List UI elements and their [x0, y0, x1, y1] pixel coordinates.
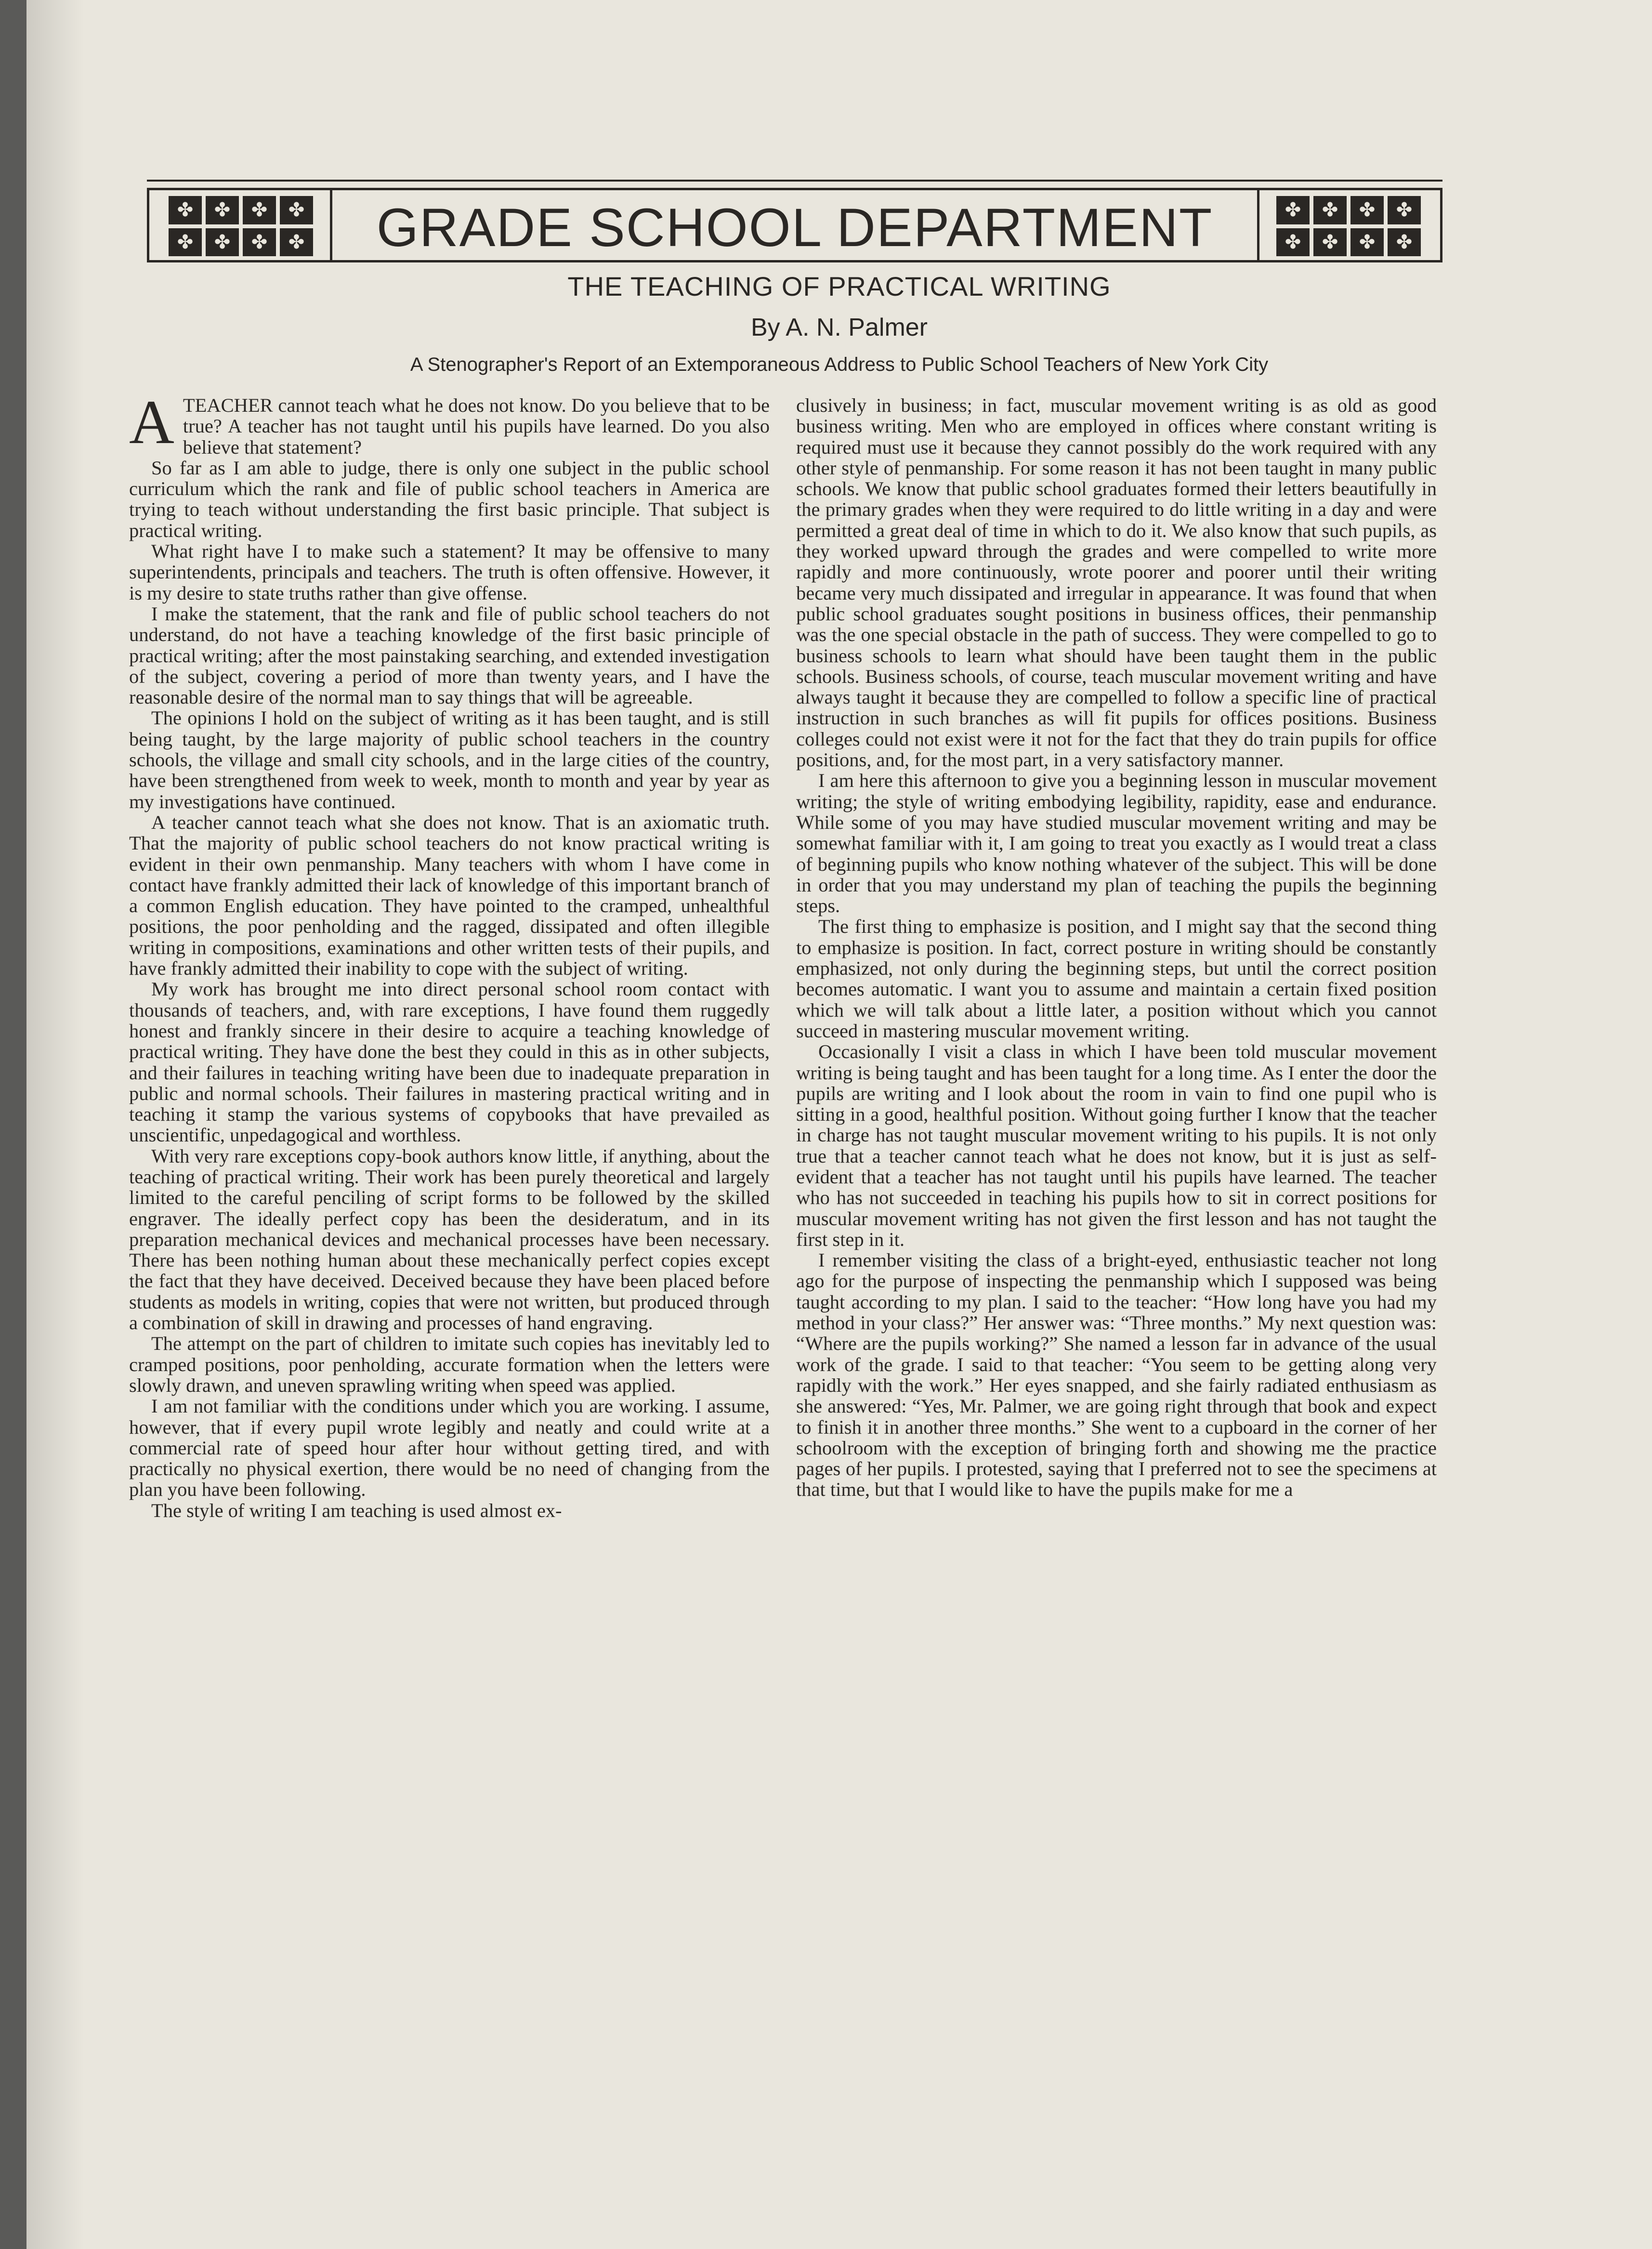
paragraph: With very rare exceptions copy-book authors know little, if anything, about the teaching of practical writing. Their work has been purely theoretical and largely limited to the careful penciling of script forms to be followed by the skilled engraver. The ideally perfect copy has been the desideratum, and in its preparation mechanical devices and mechanical processes have been necessary. There has been nothing human about these mechanically perfect copies except the fact that they have deceived. Deceived because they have been placed before students as models in writing, copies that were not written, but produced through a combination of skill in drawing and processes of hand engraving.: [129, 1145, 770, 1334]
banner-divider-right: [1257, 190, 1259, 260]
drop-cap: A: [129, 388, 174, 457]
paragraph: I remember visiting the class of a bright-eyed, enthusiastic teacher not long ago for the purpose of inspecting the penmanship which I supposed was being taught according to my plan. I said to the teacher: “How long have you had my method in your class?” Her answer was: “Three months.” My next question was: “Where are the pupils working?” She named a lesson far in advance of the usual work of the grade. I said to that teacher: “You seem to be getting along very rapidly with the work.” Her eyes snapped, and she fairly radiated enthusiasm as she answered: “Yes, Mr. Palmer, we are going right through that book and expect to finish it in another three months.” She went to a cupboard in the corner of her schoolroom with the exception of bringing forth and showing me the practice pages of her pupils. I protested, saying that I preferred not to see the specimens at that time, but that I would like to have the pupils make for me a: [796, 1249, 1437, 1501]
paragraph: A teacher cannot teach what she does not know. That is an axiomatic truth. That the majority of public school teachers do not know practical writing is evident in their own penmanship. Many teachers with whom I have come in contact have frankly admitted their lack of knowledge of this important branch of a common English education. They have pointed to the cramped, unhealthful positions, the poor penholding and the ragged, dissipated and often illegible writing in compositions, examinations and other written tests of their pupils, and have frankly admitted their inability to cope with the subject of writing.: [129, 811, 770, 980]
paragraph: clusively in business; in fact, muscular movement writing is as old as good business writing. Men who are employed in offices where constant writing is required must use it because they cannot possibly do the work required with any other style of penmanship. For some reason it has not been taught in many public schools. We know that public school graduates formed their letters beautifully in the primary grades when they were required to do little writing in a day and were permitted a great deal of time in which to do it. We also know that such pupils, as they worked upward through the grades and were compelled to write more rapidly and more continuously, wrote poorer and poorer until their writing became very much dissipated and irregular in appearance. It was found that when public school graduates sought positions in business offices, their penmanship was the one special obstacle in the path of success. They were compelled to go to business schools to learn what should have been taught them in the public schools. Business schools, of course, teach muscular movement writing and have always taught it because they are compelled to follow a specific line of practical instruction in such branches as will fit pupils for offices positions. Business colleges could not exist were it not for the fact that they do train pupils for office positions, and, for the most part, in a very satisfactory manner.: [796, 394, 1437, 771]
banner-divider-left: [330, 190, 332, 260]
paragraph: My work has brought me into direct personal school room contact with thousands of teachers, and, with rare exceptions, I have found them ruggedly honest and frankly sincere in their desire to acquire a teaching knowledge of practical writing. They have done the best they could in this as in other subjects, and their failures in teaching writing have been due to inadequate preparation in public and normal schools. Their failures in mastering practical writing and in teaching it stamp the various systems of copybooks that have prevailed as unscientific, unpedagogical and worthless.: [129, 978, 770, 1146]
paragraph: The style of writing I am teaching is used almost ex-: [151, 1499, 562, 1521]
magazine-page: [26, 0, 1652, 2249]
paragraph: I make the statement, that the rank and file of public school teachers do not understand, do not have a teaching knowledge of the first basic principle of practical writing; after the most painstaking searching, and extended investigation of the subject, covering a period of more than twenty years, and I have the reasonable desire of the normal man to say things that will be agreeable.: [129, 602, 770, 708]
paragraph: What right have I to make such a statement? It may be offensive to many superintendents, principals and teachers. The truth is often offensive. However, it is my desire to state truths rather than give offense.: [129, 540, 770, 604]
paragraph: The first thing to emphasize is position, and I might say that the second thing to emphasize is position. In fact, correct posture in writing should be constantly emphasized, not only during the beginning steps, but until the correct position becomes automatic. I want you to assume and maintain a certain fixed position which we will talk about a little later, a position without which you cannot succeed in mastering muscular movement writing.: [796, 915, 1437, 1042]
article-byline: By A. N. Palmer: [751, 314, 928, 341]
section-banner: [147, 188, 1442, 262]
paragraph: I am here this afternoon to give you a beginning lesson in muscular movement writing; the style of writing embodying legibility, rapidity, ease and endurance. While some of you may have studied muscular movement writing and may be somewhat familiar with it, I am going to treat you exactly as I would treat a class of beginning pupils who know nothing whatever of the subject. This will be done in order that you may understand my plan of teaching the pupils the beginning steps.: [796, 770, 1437, 917]
paragraph: The opinions I hold on the subject of writing as it has been taught, and is still being taught, by the large majority of public school teachers in the country schools, the village and small city schools, and in the large cities of the country, have been strengthened from week to week, month to month and year by year as my investigations have continued.: [129, 707, 770, 812]
text-column-left: [129, 388, 770, 1521]
ornament-left-icon: [169, 196, 313, 256]
paragraph: ATEACHER cannot teach what he does not know. Do you believe that to be true? A teacher has not taught until his pupils have learned. Do you also believe that statement?: [129, 388, 770, 458]
paragraph: I am not familiar with the conditions under which you are working. I assume, however, that if every pupil wrote legibly and neatly and could write at a commercial rate of speed hour after hour without getting tired, and with practically no physical exertion, there would be no need of changing from the plan you have been following.: [129, 1395, 770, 1501]
paragraph: Occasionally I visit a class in which I have been told muscular movement writing is being taught and has been taught for a long time. As I enter the door the pupils are writing and I look about the room in vain to find one pupil who is sitting in a good, healthful position. Without going further I know that the teacher in charge has not taught muscular movement writing to his pupils. It is not only true that a teacher cannot teach what he does not know, but it is just as self-evident that a teacher has not taught until his pupils have learned. The teacher who has not succeeded in teaching his pupils how to sit in correct positions for muscular movement writing has not given the first lesson and has not taught the first step in it.: [796, 1041, 1437, 1250]
article-subtitle: A Stenographer's Report of an Extemporaneous Address to Public School Teachers of New York City: [410, 354, 1269, 375]
paragraph: So far as I am able to judge, there is only one subject in the public school curriculum which the rank and file of public school teachers in America are trying to teach without understanding the first basic principle. That subject is practical writing.: [129, 457, 770, 541]
article-title: THE TEACHING OF PRACTICAL WRITING: [567, 271, 1111, 301]
ornament-right-icon: [1276, 196, 1421, 256]
banner-top-rule: [147, 180, 1442, 182]
paragraph: The attempt on the part of children to imitate such copies has inevitably led to cramped positions, poor penholding, accurate formation when the letters were slowly drawn, and uneven sprawling writing when speed was applied.: [129, 1333, 770, 1396]
section-title: GRADE SCHOOL DEPARTMENT: [376, 197, 1213, 258]
text-column-right: [796, 395, 1437, 1500]
